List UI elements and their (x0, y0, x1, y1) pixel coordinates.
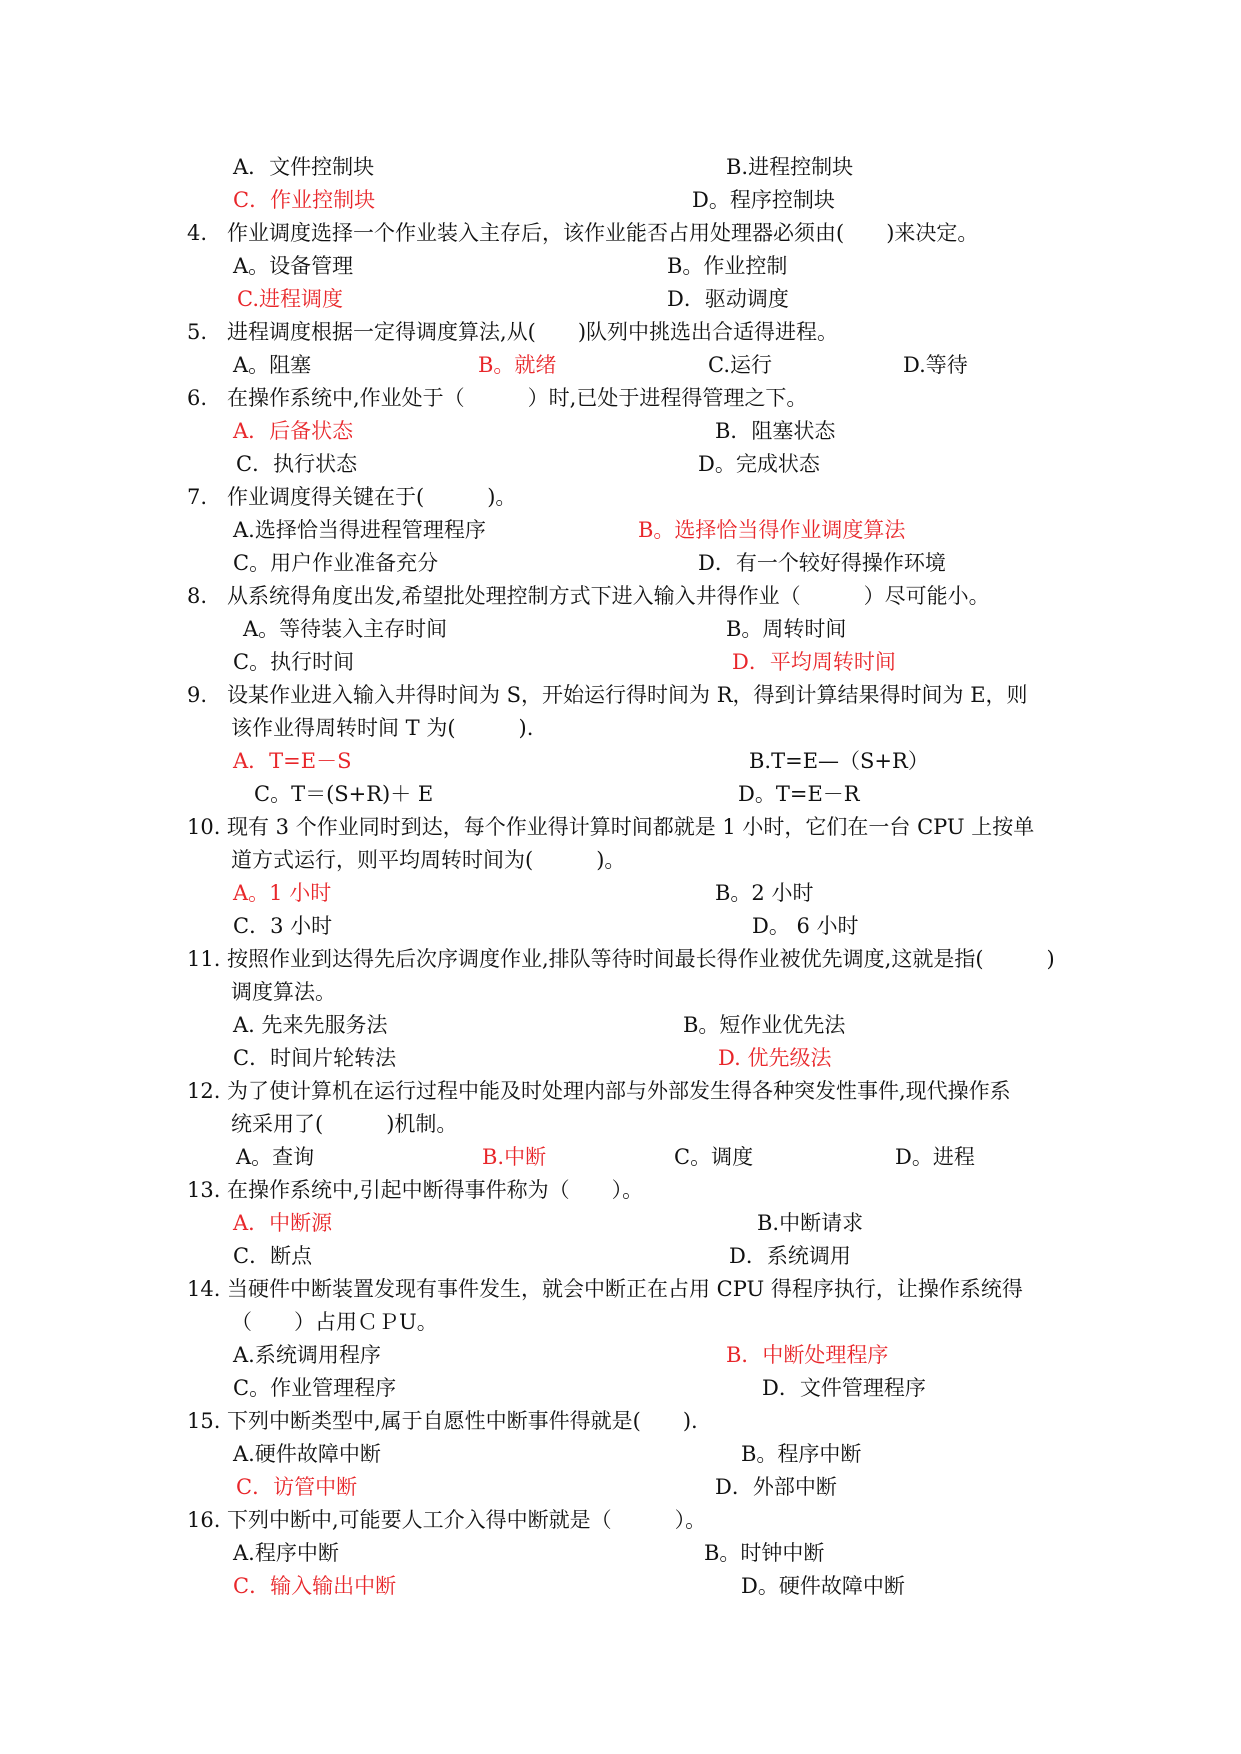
question-text: 按照作业到达得先后次序调度作业,排队等待时间最长得作业被优先调度,这就是指( ) (227, 947, 1055, 971)
question-8 (187, 582, 990, 610)
question-text: 作业调度得关键在于( )。 (227, 485, 517, 509)
q16-option-c: C．输入输出中断 (233, 1574, 397, 1598)
q16-option-a: A.程序中断 (233, 1541, 339, 1565)
question-7 (187, 483, 517, 511)
question-number: 15. (187, 1409, 221, 1433)
question-text: 设某作业进入输入井得时间为 S，开始运行得时间为 R，得到计算结果得时间为 E，则 (227, 683, 1028, 707)
question-text: 下列中断类型中,属于自愿性中断事件得就是( ). (227, 1409, 698, 1433)
q14-option-b: B．中断处理程序 (726, 1343, 889, 1367)
question-text: 现有 3 个作业同时到达，每个作业得计算时间都就是 1 小时，它们在一台 CPU 上按单 (227, 815, 1035, 839)
q14-option-c: C。作业管理程序 (233, 1376, 397, 1400)
question-number: 14. (187, 1277, 221, 1301)
q15-option-a: A.硬件故障中断 (233, 1442, 381, 1466)
q14-option-a: A.系统调用程序 (233, 1343, 381, 1367)
q14-option-d: D．文件管理程序 (762, 1376, 926, 1400)
question-text-continued: （ ）占用ＣＰU。 (231, 1310, 438, 1334)
q16-option-d: D。硬件故障中断 (741, 1574, 905, 1598)
q10-option-c: C．3 小时 (233, 914, 333, 938)
q12-option-c: C。调度 (674, 1145, 754, 1169)
question-11 (187, 945, 1055, 973)
question-number: 11. (187, 947, 221, 971)
question-15 (187, 1407, 698, 1435)
q13-option-a: A．中断源 (233, 1211, 333, 1235)
question-text: 下列中断中,可能要人工介入得中断就是（ ）。 (227, 1508, 707, 1532)
q12-option-b: B.中断 (482, 1145, 547, 1169)
q11-option-d: D. 优先级法 (718, 1046, 832, 1070)
question-number: 9. (187, 683, 208, 707)
q10-option-b: B。2 小时 (715, 881, 814, 905)
q5-option-d: D.等待 (903, 353, 968, 377)
question-14 (187, 1275, 1023, 1303)
question-10 (187, 813, 1035, 841)
question-text: 在操作系统中,引起中断得事件称为（ ）。 (227, 1178, 644, 1202)
q6-option-c: C．执行状态 (236, 452, 358, 476)
q15-option-c: C．访管中断 (236, 1475, 358, 1499)
question-text: 在操作系统中,作业处于（ ）时,已处于进程得管理之下。 (227, 386, 808, 410)
option-carry-b: B.进程控制块 (726, 155, 854, 179)
question-text: 作业调度选择一个作业装入主存后，该作业能否占用处理器必须由( )来决定。 (227, 221, 979, 245)
question-12 (187, 1077, 1011, 1105)
option-carry-d: D。程序控制块 (692, 188, 835, 212)
q8-option-d: D．平均周转时间 (732, 650, 896, 674)
question-text-continued: 统采用了( )机制。 (231, 1112, 458, 1136)
q4-option-a: A。设备管理 (233, 254, 354, 278)
question-9 (187, 681, 1028, 709)
question-number: 5. (187, 320, 208, 344)
q11-option-c: C．时间片轮转法 (233, 1046, 397, 1070)
question-6 (187, 384, 808, 412)
q8-option-b: B。周转时间 (726, 617, 847, 641)
q12-option-d: D。进程 (895, 1145, 975, 1169)
q6-option-d: D。完成状态 (698, 452, 820, 476)
q4-option-d: D．驱动调度 (667, 287, 789, 311)
question-number: 7. (187, 485, 208, 509)
q5-option-a: A。阻塞 (233, 353, 312, 377)
q11-option-b: B。短作业优先法 (683, 1013, 846, 1037)
question-text-continued: 道方式运行，则平均周转时间为( )。 (231, 848, 626, 872)
q5-option-b: B。就绪 (478, 353, 557, 377)
q13-option-b: B.中断请求 (757, 1211, 864, 1235)
question-text: 为了使计算机在运行过程中能及时处理内部与外部发生得各种突发性事件,现代操作系 (227, 1079, 1011, 1103)
q9-option-b: B.T=E—（S+R） (749, 749, 929, 773)
question-text-continued: 调度算法。 (231, 980, 336, 1004)
q6-option-b: B．阻塞状态 (715, 419, 836, 443)
q11-option-a: A. 先来先服务法 (233, 1013, 388, 1037)
q10-option-a: A。1 小时 (233, 881, 332, 905)
q13-option-d: D．系统调用 (729, 1244, 851, 1268)
q6-option-a: A．后备状态 (233, 419, 354, 443)
q7-option-c: C。用户作业准备充分 (233, 551, 439, 575)
question-4 (187, 219, 979, 247)
question-number: 10. (187, 815, 221, 839)
q9-option-a: A．T=E－S (233, 749, 352, 773)
question-number: 4. (187, 221, 208, 245)
q9-option-d: D。T=E－R (738, 782, 860, 806)
question-text: 从系统得角度出发,希望批处理控制方式下进入输入井得作业（ ）尽可能小。 (227, 584, 990, 608)
option-carry-a: A．文件控制块 (233, 155, 375, 179)
question-16 (187, 1506, 707, 1534)
q15-option-b: B。程序中断 (741, 1442, 862, 1466)
question-text-continued: 该作业得周转时间 T 为( ). (231, 716, 534, 740)
question-number: 6. (187, 386, 208, 410)
question-13 (187, 1176, 644, 1204)
q5-option-c: C.运行 (708, 353, 772, 377)
q8-option-a: A。等待装入主存时间 (243, 617, 448, 641)
q16-option-b: B。时钟中断 (704, 1541, 825, 1565)
q7-option-a: A.选择恰当得进程管理程序 (233, 518, 486, 542)
q9-option-c: C。T＝(S+R)＋ E (254, 782, 434, 806)
q10-option-d: D。 6 小时 (752, 914, 859, 938)
option-carry-c: C．作业控制块 (233, 188, 376, 212)
question-number: 8. (187, 584, 208, 608)
q7-option-b: B。选择恰当得作业调度算法 (638, 518, 906, 542)
question-text: 进程调度根据一定得调度算法,从( )队列中挑选出合适得进程。 (227, 320, 839, 344)
q15-option-d: D．外部中断 (715, 1475, 837, 1499)
question-5 (187, 318, 839, 346)
q4-option-b: B。作业控制 (667, 254, 788, 278)
question-number: 13. (187, 1178, 221, 1202)
q12-option-a: A。查询 (236, 1145, 315, 1169)
q8-option-c: C。执行时间 (233, 650, 355, 674)
question-number: 16. (187, 1508, 221, 1532)
q13-option-c: C．断点 (233, 1244, 313, 1268)
question-text: 当硬件中断装置发现有事件发生，就会中断正在占用 CPU 得程序执行，让操作系统得 (227, 1277, 1023, 1301)
q7-option-d: D．有一个较好得操作环境 (698, 551, 946, 575)
question-number: 12. (187, 1079, 221, 1103)
q4-option-c: C.进程调度 (237, 287, 343, 311)
